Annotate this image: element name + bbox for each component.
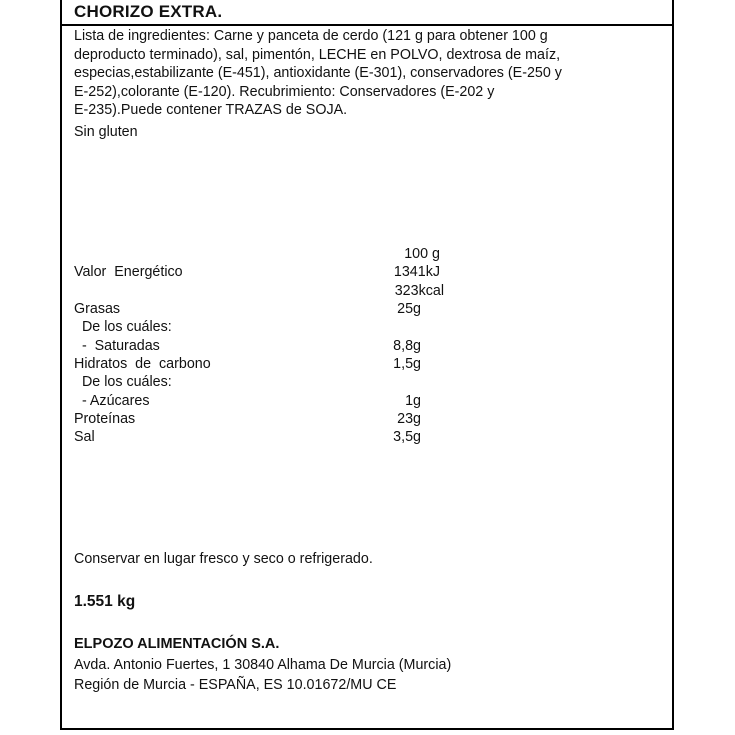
nutrition-value: 25g xyxy=(397,301,421,317)
nutrition-value: 323kcal xyxy=(394,283,444,299)
title-divider xyxy=(62,24,672,26)
nutrition-row xyxy=(74,393,444,411)
company-region: Región de Murcia - ESPAÑA, ES 10.01672/MU CE xyxy=(74,677,397,693)
nutrition-row xyxy=(74,411,444,429)
storage-instructions: Conservar en lugar fresco y seco o refrigerado. xyxy=(74,551,373,567)
nutrition-label: Valor Energético xyxy=(74,264,183,280)
nutrition-header xyxy=(74,246,440,264)
company-name: ELPOZO ALIMENTACIÓN S.A. xyxy=(74,636,280,652)
company-address: Avda. Antonio Fuertes, 1 30840 Alhama De Murcia (Murcia) xyxy=(74,657,452,673)
nutrition-label: De los cuáles: xyxy=(74,319,172,335)
nutrition-row xyxy=(74,283,444,301)
gluten-note: Sin gluten xyxy=(74,124,138,140)
nutrition-value: 3,5g xyxy=(393,429,421,445)
product-label xyxy=(60,0,674,730)
nutrition-label: Grasas xyxy=(74,301,121,317)
ingredients-list: Lista de ingredientes: Carne y panceta de cerdo (121 g para obtener 100 g deproducto terminado), sal, pimentón, LECHE en POLVO, dextrosa de maíz, especias,estabilizante (E-451), antioxidante (E-301), conservadores (E-250 y E-252),colorante (E-120). Recubrimiento: Conservadores (E-202 y E-235).Puede contener TRAZAS de SOJA. xyxy=(74,28,562,119)
nutrition-row xyxy=(74,264,444,282)
nutrition-row xyxy=(74,374,444,392)
nutrition-value: 23g xyxy=(397,411,421,427)
nutrition-label: Proteínas xyxy=(74,411,136,427)
nutrition-label: - Saturadas xyxy=(74,338,160,354)
nutrition-value: 1341kJ xyxy=(393,264,440,280)
net-weight: 1.551 kg xyxy=(74,593,136,610)
product-title: CHORIZO EXTRA. xyxy=(74,2,223,21)
nutrition-value: 8,8g xyxy=(393,338,421,354)
nutrition-label: De los cuáles: xyxy=(74,374,172,390)
nutrition-row xyxy=(74,429,444,447)
nutrition-value: 1,5g xyxy=(393,356,421,372)
nutrition-header-value: 100 g xyxy=(404,246,440,262)
nutrition-label: - Azúcares xyxy=(74,393,150,409)
nutrition-label: Hidratos de carbono xyxy=(74,356,211,372)
nutrition-row xyxy=(74,301,444,319)
nutrition-value: 1g xyxy=(405,393,421,409)
nutrition-label: Sal xyxy=(74,429,95,445)
nutrition-row xyxy=(74,319,444,337)
nutrition-row xyxy=(74,356,444,374)
nutrition-row xyxy=(74,338,444,356)
